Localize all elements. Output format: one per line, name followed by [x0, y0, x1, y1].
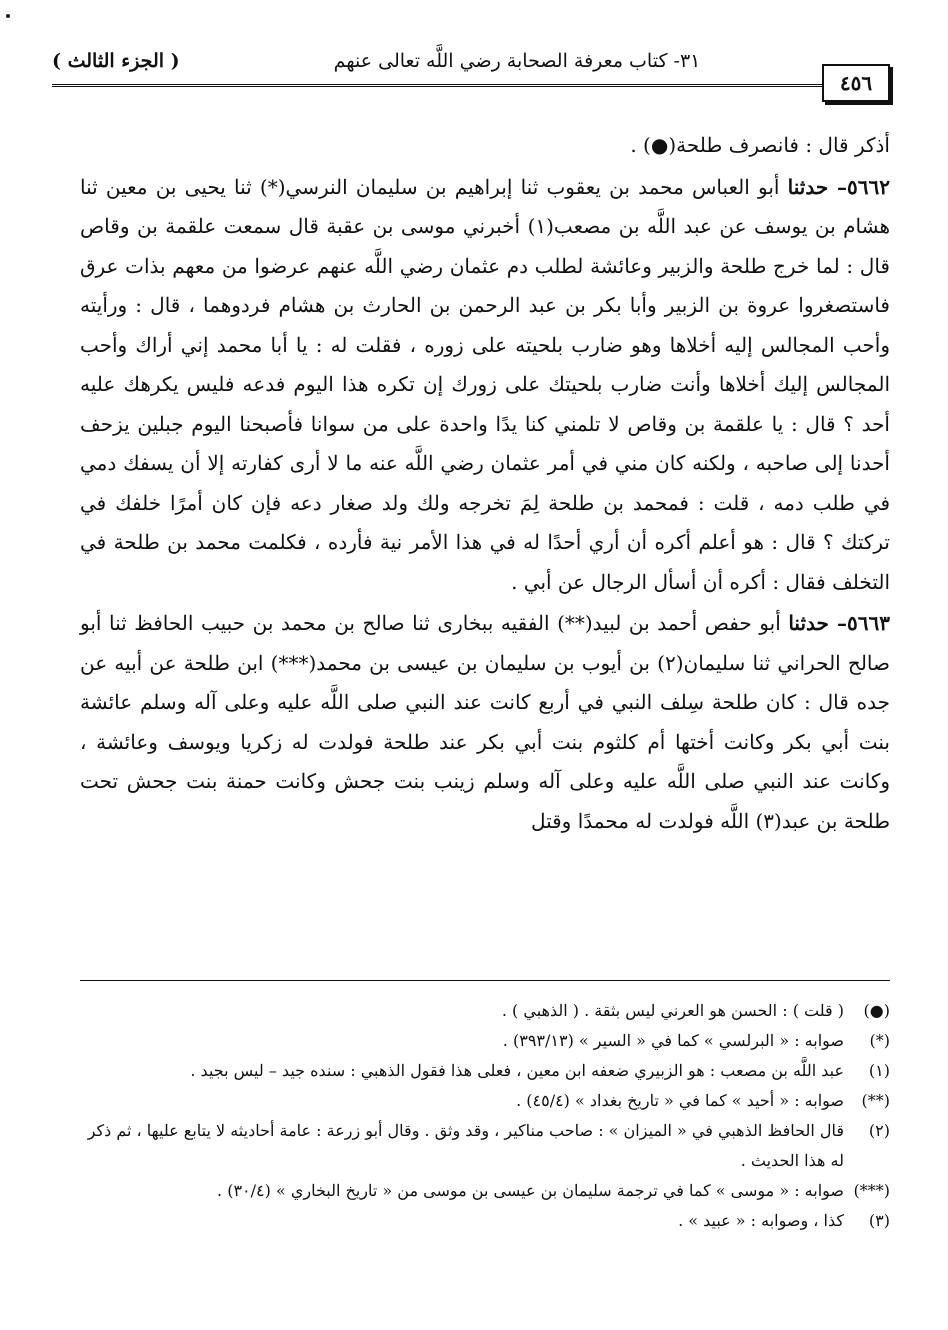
- footnote-text: ( قلت ) : الحسن هو العرني ليس بثقة . ( الذهبي ) .: [501, 1001, 844, 1020]
- hadith-lead: – حدثنا: [788, 611, 848, 635]
- hadith-number: ٥٦٦٢: [847, 174, 890, 199]
- footnote-marker: (●): [863, 1001, 890, 1020]
- footnote-marker: (٢): [868, 1121, 890, 1140]
- footnote-marker: (**): [861, 1091, 890, 1110]
- footnote: [80, 1116, 890, 1176]
- hadith-5662: [80, 168, 890, 603]
- footnote: [80, 1176, 890, 1206]
- footnote-text: صوابه : « البرلسي » كما في « السير » (٣٩٣/١٣) .: [502, 1031, 844, 1050]
- scan-speck: [6, 14, 10, 18]
- footnote: [80, 1056, 890, 1086]
- footnote: [80, 1086, 890, 1116]
- footnote-marker: (١): [868, 1061, 890, 1080]
- hadith-text: أبو حفص أحمد بن لبيد(**) الفقيه ببخارى ثنا صالح بن محمد بن حبيب الحافظ ثنا أبو صالح الحراني ثنا سليمان(٢) بن أيوب بن سليمان بن عيسى بن محمد(***) ابن طلحة عن أبيه عن جده قال : كان طلحة سِلف النبي في أربع كانت عند النبي صلى اللَّه عليه وعلى آله وسلم عائشة بنت أبي بكر وكانت أختها أم كلثوم بنت أبي بكر عند طلحة فولدت له زكريا ويوسف وعائشة ، وكانت عند النبي صلى اللَّه عليه وعلى آله وسلم زينب بنت جحش وكانت حمنة بنت جحش تحت طلحة بن عبد(٣) اللَّه فولدت له محمدًا وقتل: [80, 611, 891, 833]
- footnote-text: صوابه : « موسى » كما في ترجمة سليمان بن عيسى بن موسى من « تاريخ البخاري » (٣٠/٤) .: [217, 1181, 844, 1200]
- footnote: [80, 1026, 890, 1056]
- footnote-marker: (٣): [868, 1211, 890, 1230]
- footnote-separator: [80, 980, 890, 981]
- footnote-marker: (*): [869, 1031, 890, 1050]
- footnote: [80, 996, 890, 1026]
- footnote-text: عبد اللَّه بن مصعب : هو الزبيري ضعفه ابن معين ، فعلى هذا فقول الذهبي : سنده جيد – ليس بجيد .: [190, 1061, 844, 1080]
- footnote-marker: (***): [853, 1181, 890, 1200]
- chapter-title: ٣١- كتاب معرفة الصحابة رضي اللَّه تعالى عنهم: [333, 50, 701, 72]
- hadith-number: ٥٦٦٣: [847, 611, 890, 635]
- hadith-5663: [80, 604, 890, 841]
- footnote-text: صوابه : « أحيد » كما في « تاريخ بغداد » (٤٥/٤) .: [516, 1091, 844, 1110]
- footnote-text: قال الحافظ الذهبي في « الميزان » : صاحب مناكير ، وقد وثق . وقال أبو زرعة : عامة أحاديثه لا يتابع عليها ، ثم ذكر له هذا الحديث .: [87, 1121, 844, 1170]
- hadith-text: أبو العباس محمد بن يعقوب ثنا إبراهيم بن سليمان النرسي(*) ثنا يحيى بن معين ثنا هشام بن يوسف عن عبد اللَّه بن مصعب(١) أخبرني موسى بن عقبة قال سمعت علقمة بن وقاص قال : لما خرج طلحة والزبير وعائشة لطلب دم عثمان رضي اللَّه عنهم عرضوا من معهم بذات عرق فاستصغروا عروة بن الزبير وأبا بكر بن عبد الرحمن بن الحارث بن هشام فردوهما ، قال : ورأيته وأحب المجالس إليه أخلاها وهو ضارب بلحيته على زوره ، فقلت له : يا أبا محمد إني أراك وأحب المجالس إليك أخلاها وأنت ضارب بلحيتك على زورك إن تكره هذا اليوم فدعه فليس يكرهك عليه أحد ؟ قال : يا علقمة بن وقاص لا تلمني كنا يدًا واحدة على من سوانا فأصبحنا اليوم جبلين يزحف أحدنا إلى صاحبه ، ولكنه كان مني في أمر عثمان رضي اللَّه عنه ما لا أرى كفارته إلا أن يسفك دمي في طلب دمه ، قلت : فمحمد بن طلحة لِمَ تخرجه ولك ولد صغار دعه فإن كان أمرًا خلفك في تركتك ؟ قال : هو أعلم أكره أن أري أحدًا له في هذا الأمر نية فأرده ، فكلمت محمد بن طلحة في التخلف فقال : أكره أن أسأل الرجال عن أبي .: [80, 174, 891, 594]
- footnotes: [80, 996, 890, 1236]
- running-header: [52, 46, 895, 82]
- hadith-lead: – حدثنا: [787, 174, 848, 199]
- intro-line: أذكر قال : فانصرف طلحة(●) .: [630, 133, 890, 157]
- header-rule: [52, 84, 824, 87]
- footnote: [80, 1206, 890, 1236]
- page-number: ٤٥٦: [822, 64, 890, 102]
- volume-label: ( الجزء الثالث ): [52, 50, 180, 72]
- footnote-text: كذا ، وصوابه : « عبيد » .: [678, 1211, 844, 1230]
- main-text: [80, 126, 890, 841]
